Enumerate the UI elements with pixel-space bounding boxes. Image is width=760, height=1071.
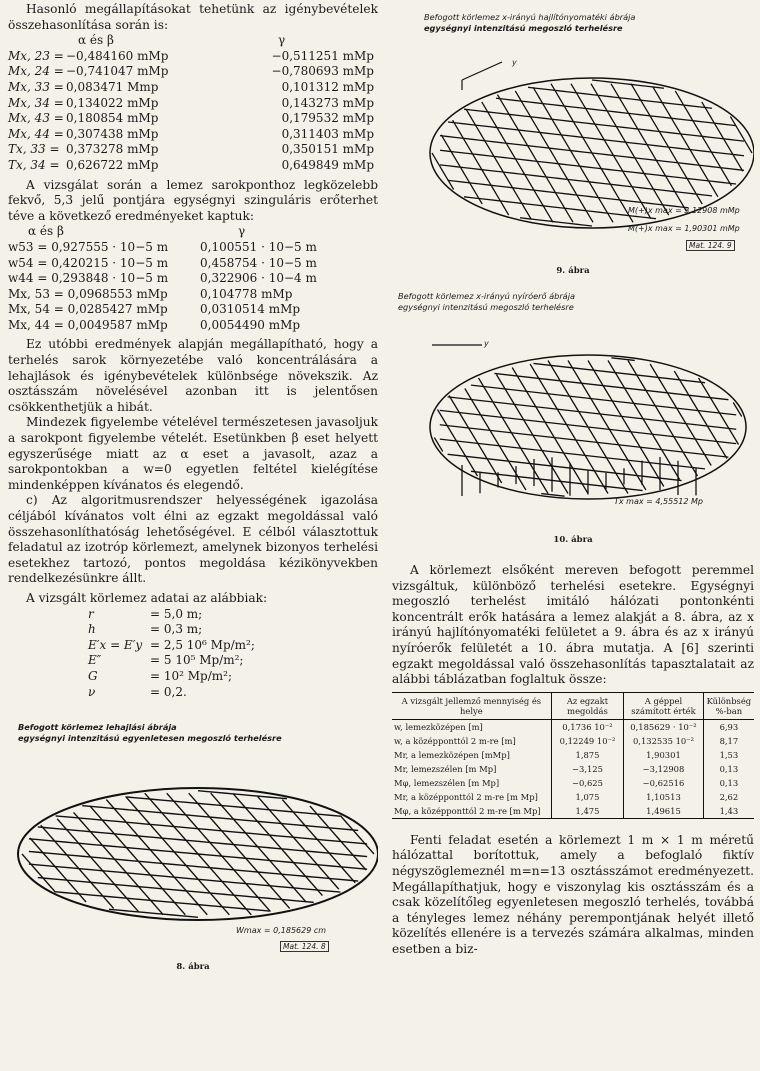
mesh-line [465,389,526,491]
moments-table [8,49,378,174]
table-cell: 0,185629 · 10⁻² [624,719,704,734]
plate-data-value: = 0,2. [150,684,187,699]
mesh-line [650,364,711,466]
moment-row [8,64,378,80]
paragraph-4: Mindezek figyelembe vételével természetesen javasoljuk a sarokpont figyelembe vételét. Esetünkben β eset helyett egyszerűsége miatt az α eset a javasolt, azaz a sarokpontokban a w=0 egyetlen feltétel kielégítése mindenképpen kívánatos és elegendő. [8,415,378,492]
moment-row [8,111,378,127]
mesh-line [440,439,705,469]
mesh-line [29,839,367,869]
table-row [392,762,754,776]
figure-10-caption: 10. ábra [553,535,593,545]
plate-data-key: E′x = E′y [88,637,143,652]
table-header-cell: A géppel számított érték [624,692,704,719]
mesh-line [233,793,323,895]
moment-label: Tx, 34 = [8,157,60,172]
moment-gamma: 0,101312 mMp [281,79,374,94]
results-table [8,240,378,334]
figure-9-caption: 9. ábra [556,266,590,276]
plate-data-value: = 10² Mp/m²; [150,668,233,683]
moment-label: Mx, 44 = [8,126,64,141]
plate-data-row [88,669,378,685]
moments-header [8,33,378,49]
moment-alpha-beta: −0,741047 mMp [66,64,169,79]
moment-label: Mx, 24 = [8,64,64,79]
moment-gamma: 0,350151 mMp [281,142,374,157]
figure-9-tag: Mat. 124. 9 [686,240,735,251]
table-cell: 1,875 [551,748,623,762]
moment-gamma: 0,311403 mMp [281,126,374,141]
figure-9-annotation-2: M(+)x max = 1,90301 mMp [628,224,740,233]
figure-8 [8,722,378,977]
mesh-line [530,364,608,494]
mesh-line [127,797,341,816]
mesh-line [440,136,744,171]
moment-alpha-beta: 0,373278 mMp [66,142,159,157]
plate-data-row [88,622,378,638]
mesh-line [82,806,358,831]
result-gamma: 0,322906 · 10−4 m [200,271,317,286]
plate-data-key: r [88,606,94,621]
moment-gamma: 0,179532 mMp [281,111,374,126]
mesh-line [448,180,688,207]
result-alpha-beta: Mx, 53 = 0,0968553 mMp [8,286,168,301]
table-cell: 1,49615 [624,804,704,819]
figure-10-axis: y [484,339,489,348]
table-cell: 1,475 [551,804,623,819]
paragraph-5: c) Az algoritmusrendszer helyességének igazolása céljából kívánatos volt élni az egzakt megoldással való összehasonlíthatóság lehetőségével. E célból választottuk feladatul az izotróp körlemezt, amelynek bizonyos terhelési esetekhez tartozó, pontos megoldása kézikönyvekben rendelkezésünkre állt. [8,493,378,586]
table-row [392,804,754,819]
table-header-cell: A vizsgált jellemző mennyiség és helye [392,692,551,719]
mesh-line [56,892,270,911]
moment-alpha-beta: −0,484160 mMp [66,48,169,63]
mesh-line [38,878,314,903]
comparison-table-header [392,692,754,719]
result-row [8,318,378,334]
plate-data-row [88,685,378,701]
moment-alpha-beta: 0,307438 mMp [66,126,159,141]
right-paragraph-2: Fenti feladat esetén a körlemezt 1 m × 1 m méretű hálózattal borítottuk, amely a befoglaló fiktív négyszöglemeznél m=n=13 osztásszámot eredményezett. Megállapíthatjuk, hogy e viszonylag kis osztásszám és a csak közelítőleg egyenletesen megoszló terhelés, továbbá a tényleges lemez néhány perempontjának helyét illető közelítés ellenére is a tervezés számára alkalmas, minden esetben a biz- [392,832,754,956]
table-cell: 6,93 [703,719,754,734]
plate-data-row [88,638,378,654]
left-column [8,0,378,977]
mesh-line [440,165,712,196]
mesh-line [512,368,588,494]
paragraph-3: Ez utóbbi eredmények alapján megállapítható, hogy a terhelés sarok környezetébe való koncentrálására a lehajlások és igénybevételek különbsége növekszik. Az osztásszám növelésével azonban itt is jelentősen csökkenthetjük a hibát. [8,337,378,414]
header-gamma: γ [278,33,286,48]
table-cell: 8,17 [703,734,754,748]
table-cell: 1,10513 [624,790,704,804]
moment-gamma: −0,780693 mMp [271,64,374,79]
figure-8-title: Befogott körlemez lehajlási ábrája egységnyi intenzitású egyenletesen megoszló terhelésre [18,722,282,743]
result-gamma: 0,0310514 mMp [200,302,301,317]
result-alpha-beta: w54 = 0,420215 · 10−5 m [8,255,169,270]
table-cell: 1,075 [551,790,623,804]
moment-alpha-beta: 0,083471 Mmp [66,79,159,94]
result-gamma: 0,104778 mMp [200,286,293,301]
mesh-line [653,87,718,197]
table-cell: 0,1736 10⁻² [551,719,623,734]
table-header-cell: Az egzakt megoldás [551,692,623,719]
result-row [8,302,378,318]
table-cell: −0,62516 [624,776,704,790]
right-column [392,0,754,958]
mesh-line [496,98,736,125]
table-row [392,776,754,790]
table-cell: 0,132535 10⁻² [624,734,704,748]
result-gamma: 0,100551 · 10−5 m [200,239,317,254]
table-cell: 0,13 [703,762,754,776]
moment-label: Tx, 33 = [8,142,60,157]
figure-10-annotation: Tx max = 4,55512 Mp [614,497,703,506]
moment-row [8,158,378,174]
table-cell: 0,13 [703,776,754,790]
table-row [392,790,754,804]
result-gamma: 0,0054490 mMp [200,317,301,332]
figure-9-annotation-1: M(+)x max = 3,12908 mMp [628,206,740,215]
figure-10 [392,291,754,551]
table-cell: 1,53 [703,748,754,762]
moment-row [8,49,378,65]
plate-data-key: E″ [88,653,102,668]
table-cell: Mr, lemezszélen [m Mp] [394,763,497,774]
plate-data-key: ν [88,684,96,699]
moment-row [8,96,378,112]
table-cell: w, lemezközépen [m] [394,721,483,732]
plate-data-key: h [88,622,96,637]
result-gamma: 0,458754 · 10−5 m [200,255,317,270]
paragraph-2: A vizsgálat során a lemez sarokponthoz legközelebb fekvő, 5,3 jelű pontjára egységnyi szinguláris erőterhet téve a következő eredményeket kaptuk: [8,177,378,223]
moment-label: Mx, 23 = [8,48,64,63]
result-row [8,271,378,287]
figure-8-tag: Mat. 124. 8 [280,941,329,952]
figure-8-annotation: Wmax = 0,185629 cm [236,926,327,936]
table-cell: Mφ, a középponttól 2 m-re [m Mp] [392,804,551,819]
result-alpha-beta: w44 = 0,293848 · 10−5 m [8,271,169,286]
moment-gamma: 0,143273 mMp [281,95,374,110]
plate-data-value: = 5 10⁵ Mp/m²; [150,653,244,668]
table-cell: −3,125 [551,762,623,776]
result-alpha-beta: Mx, 44 = 0,0049587 mMp [8,317,168,332]
table-header-cell: Különbség %-ban [703,692,754,719]
comparison-table-body [392,719,754,818]
mesh-line [588,361,664,487]
header-gamma-2: γ [238,224,246,239]
right-paragraph-1: A körlemezt elsőként mereven befogott peremmel vizsgáltuk, különböző terhelési esetekre. Egységnyi megoszló terhelést imitáló hálózati pontonkénti koncentrált erők hatására a lemez alakját a 8. ábra, az x irányú hajlítónyomatéki felületet a 9. ábra és az x irányú nyíróerők felületét a 10. ábra mutatja. A [6] szerinti egzakt megoldással való összehasonlítás tapasztalatait az alábbi táblázatban foglaltuk össze: [392,563,754,687]
moment-gamma: −0,511251 mMp [271,48,374,63]
header-alpha-beta-2: α és β [28,224,64,239]
moment-row [8,80,378,96]
table-cell: Mr, a lemezközépen [mMp] [394,749,510,760]
table-cell: −0,625 [551,776,623,790]
table-cell: −3,12908 [624,762,704,776]
mesh-line [591,84,669,215]
moment-label: Mx, 33 = [8,79,64,94]
mesh-line [449,396,502,484]
moment-alpha-beta: 0,134022 mMp [66,95,159,110]
table-row [392,748,754,762]
mesh-line [471,385,736,415]
figure-8-caption: 8. ábra [176,962,210,973]
paragraph-6: A vizsgált körlemez adatai az alábbiak: [26,590,268,605]
figure-10-title: Befogott körlemez x-irányú nyíróerő ábrája egységnyi intenzitású megoszló terhelésre [398,291,575,312]
plate-data-value: = 0,3 m; [150,622,203,637]
figure-8-plot [8,744,378,969]
table-cell: 1,43 [703,804,754,819]
mesh-line [674,371,727,459]
table-cell: 2,62 [703,790,754,804]
mesh-line [74,813,164,915]
figure-9 [392,12,754,287]
result-row [8,256,378,272]
result-alpha-beta: w53 = 0,927555 · 10−5 m [8,239,169,254]
mesh-line [568,361,646,491]
plate-data-value: = 2,5 10⁶ Mp/m²; [150,637,255,652]
table-cell: Mφ, lemezszélen [m Mp] [394,777,500,788]
plate-data-list [8,607,378,701]
moment-label: Mx, 34 = [8,95,64,110]
plate-data-row [88,607,378,623]
result-row [8,240,378,256]
plate-data-row [88,653,378,669]
mesh-line [440,410,736,443]
table-row [392,734,754,748]
table-cell: 1,90301 [624,748,704,762]
table-cell: w, a középponttól 2 m-re [m] [394,735,516,746]
moment-row [8,127,378,143]
plate-data-value: = 5,0 m; [150,606,203,621]
header-alpha-beta: α és β [78,33,114,48]
mesh-line [515,91,593,222]
results-header [8,224,378,240]
comparison-table [392,692,754,819]
moment-label: Mx, 43 = [8,111,64,126]
moment-alpha-beta: 0,626722 mMp [66,157,159,172]
figure-9-title: Befogott körlemez x-irányú hajlítónyomatéki ábrája egységnyi intenzitású megoszló terhelésre [424,12,636,33]
table-row [392,719,754,734]
result-alpha-beta: Mx, 54 = 0,0285427 mMp [8,302,168,317]
figure-9-axis: y [512,58,517,67]
table-cell: Mr, a középponttól 2 m-re [m Mp] [394,791,538,802]
table-cell: 0,12249 10⁻² [551,734,623,748]
moment-gamma: 0,649849 mMp [281,157,374,172]
intro-paragraph: Hasonló megállapításokat tehetünk az igénybevételek összehasonlítása során is: [8,2,378,32]
mesh-line [56,816,368,844]
moment-row [8,142,378,158]
moment-alpha-beta: 0,180854 mMp [66,111,159,126]
plate-data-key: G [88,668,98,683]
result-row [8,287,378,303]
